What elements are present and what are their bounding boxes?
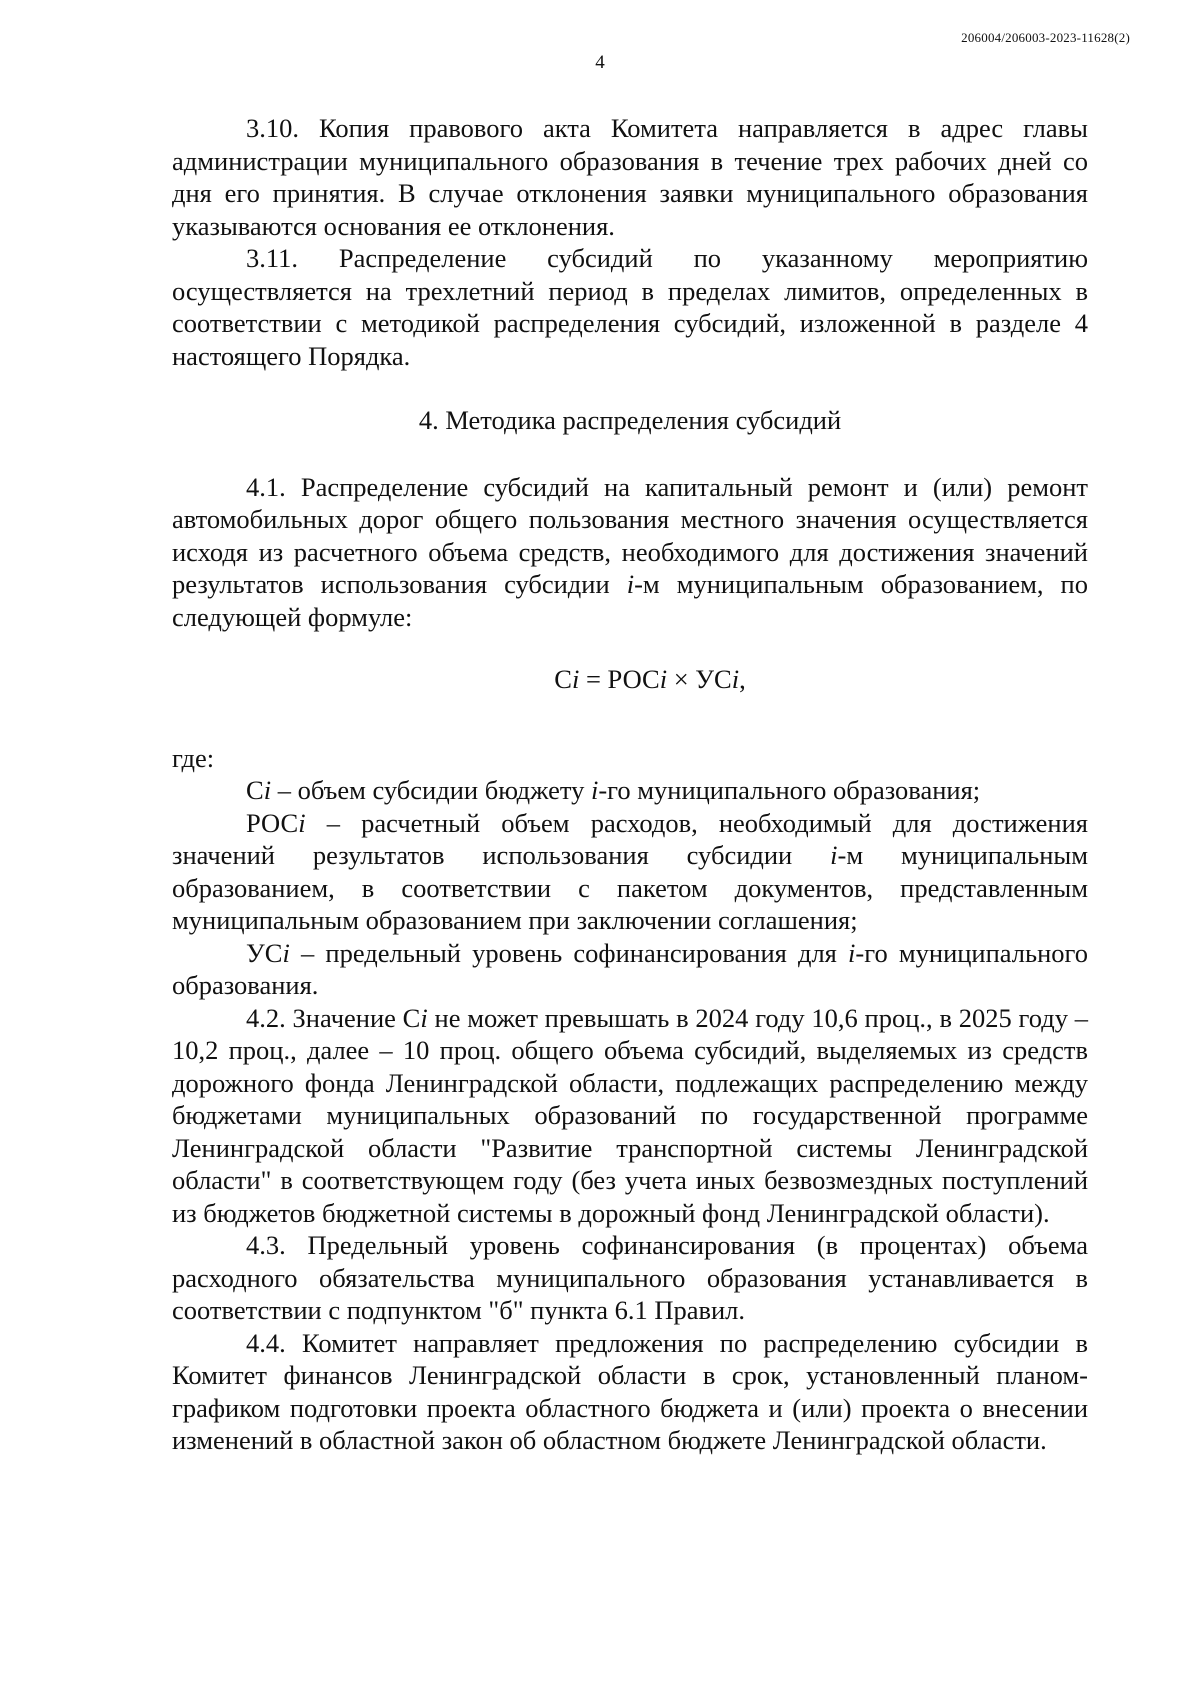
where-label: где:: [172, 742, 215, 773]
paragraph-4-4: 4.4. Комитет направляет предложения по распределению субсидии в Комитет финансов Ленинградской области в срок, установленный планом-графиком подготовки проекта областного бюджета и (или) проекта о внесении изменений в областной закон об областном бюджете Ленинградской области.: [172, 1327, 1088, 1455]
paragraph-3-11: 3.11. Распределение субсидий по указанному мероприятию осуществляется на трехлетний период в пределах лимитов, определенных в соответствии с методикой распределения субсидий, изложенной в разделе 4 настоящего Порядка.: [172, 243, 1088, 371]
paragraph-4-3: 4.3. Предельный уровень софинансирования (в процентах) объема расходного обязательства муниципального образования устанавливается в соответствии с подпунктом "б" пункта 6.1 Правил.: [172, 1230, 1088, 1325]
paragraph-3-10: 3.10. Копия правового акта Комитета направляется в адрес главы администрации муниципального образования в течение трех рабочих дней со дня его принятия. В случае отклонения заявки муниципального образования указываются основания ее отклонения.: [172, 113, 1088, 241]
section-4-heading: 4. Методика распределения субсидий: [418, 405, 842, 435]
definition-rosi: РОСi – расчетный объем расходов, необходимый для достижения значений результатов использования субсидии i-м муниципальным образованием, в соответствии с пакетом документов, представленным муниципальным образованием при заключении соглашения;: [172, 807, 1088, 935]
paragraph-4-1: 4.1. Распределение субсидий на капитальный ремонт и (или) ремонт автомобильных дорог общего пользования местного значения осуществляется исходя из расчетного объема средств, необходимого для достижения значений результатов использования субсидии i-м муниципальным образованием, по следующей формуле:: [172, 471, 1088, 632]
page-number: 4: [595, 52, 605, 73]
document-body: [172, 112, 1088, 1457]
formula: Сi = РОСi × УСi,: [554, 664, 746, 694]
definition-usi: УСi – предельный уровень софинансирования для i-го муниципального образования.: [172, 937, 1088, 1000]
document-id: 206004/206003-2023-11628(2): [961, 30, 1130, 45]
definition-ci: Сi – объем субсидии бюджету i-го муниципального образования;: [246, 775, 981, 805]
paragraph-4-2: 4.2. Значение Сi не может превышать в 2024 году 10,6 проц., в 2025 году – 10,2 проц., далее – 10 проц. общего объема субсидий, выделяемых из средств дорожного фонда Ленинградской области, подлежащих распределению между бюджетами муниципальных образований по государственной программе Ленинградской области "Развитие транспортной системы Ленинградской области" в соответствующем году (без учета иных безвозмездных поступлений из бюджетов бюджетной системы в дорожный фонд Ленинградской области).: [172, 1002, 1088, 1228]
